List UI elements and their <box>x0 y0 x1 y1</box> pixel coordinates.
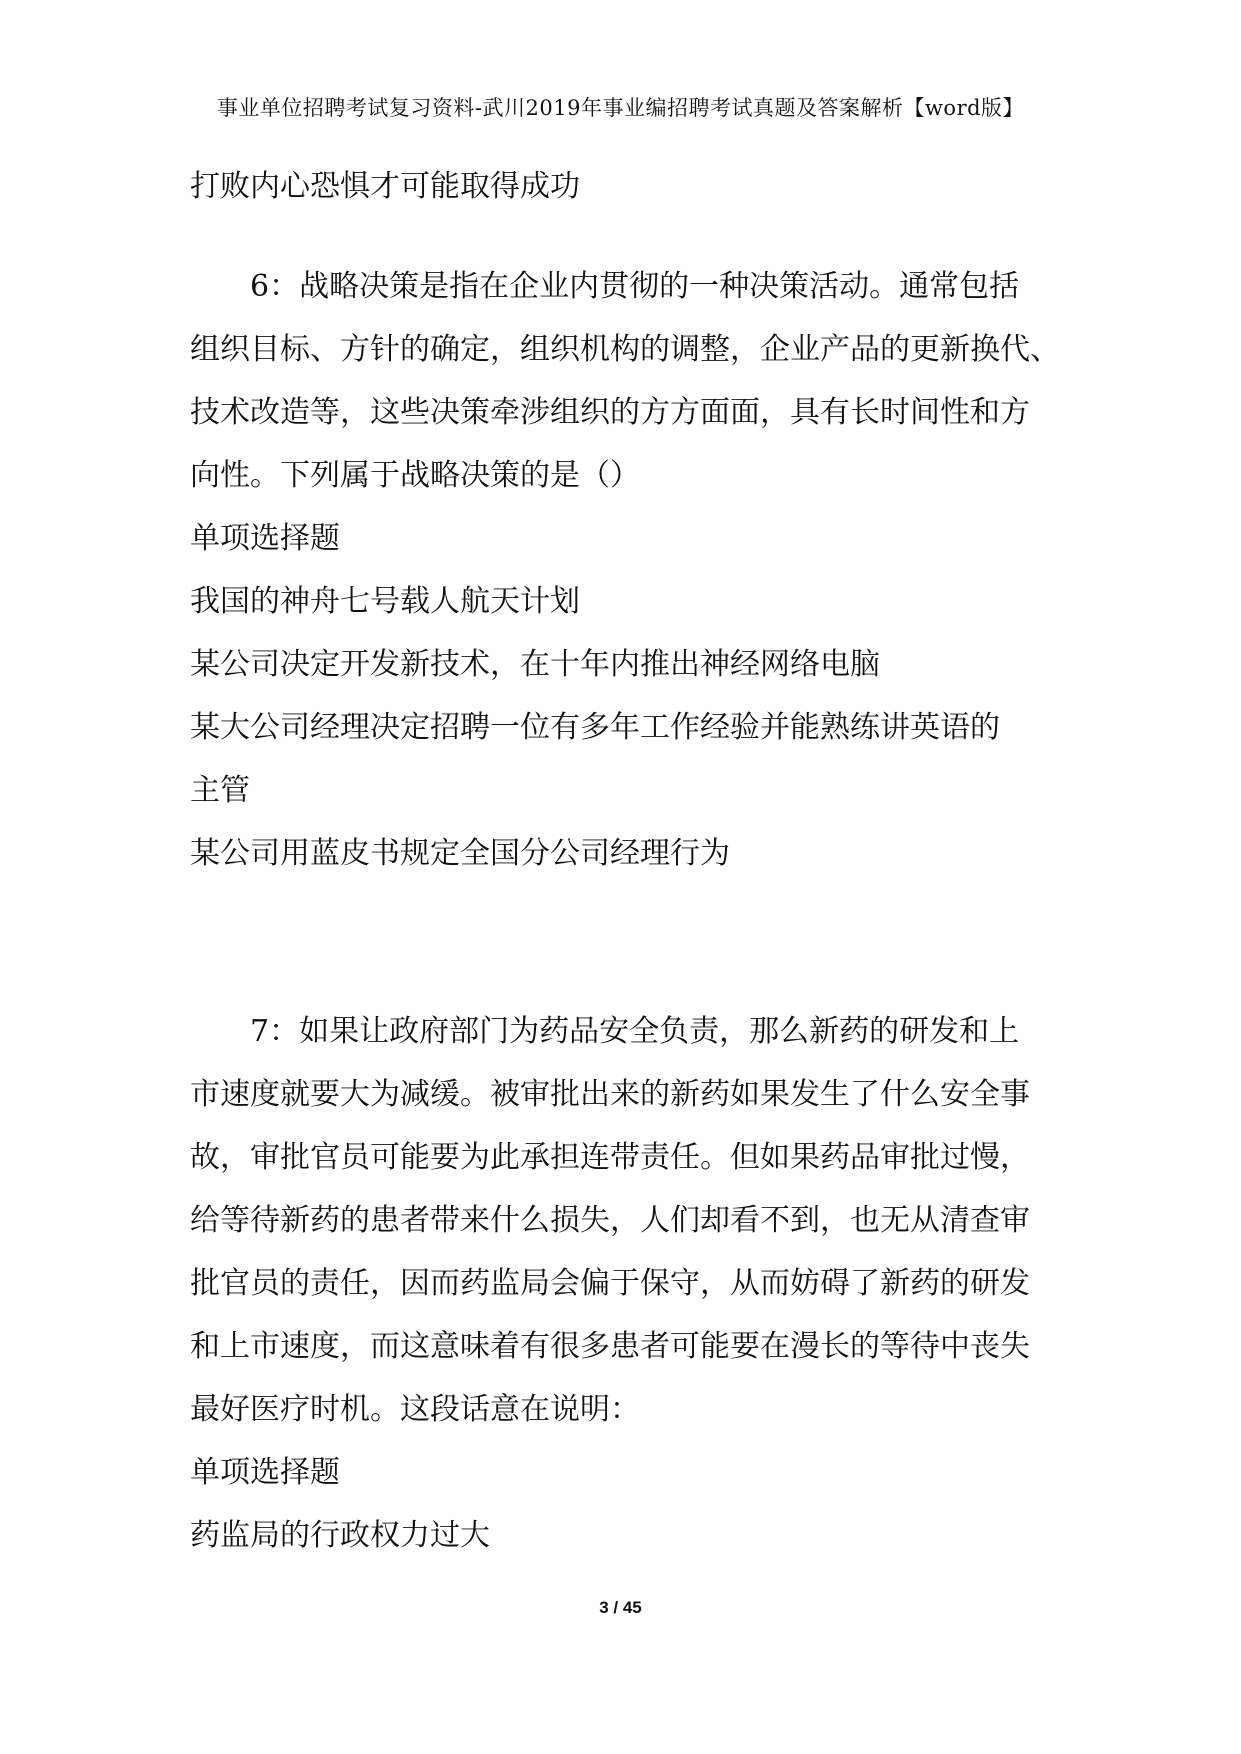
continuation-block <box>190 155 1070 218</box>
question-6-option: 某公司决定开发新技术，在十年内推出神经网络电脑 <box>190 647 880 682</box>
question-6-option: 某大公司经理决定招聘一位有多年工作经验并能熟练讲英语的 <box>190 710 1000 745</box>
question-6-option: 我国的神舟七号载人航天计划 <box>190 584 580 619</box>
page-number: 3 / 45 <box>599 1598 642 1617</box>
continuation-text: 打败内心恐惧才可能取得成功 <box>190 169 580 204</box>
question-6-stem-line: 组织目标、方针的确定，组织机构的调整，企业产品的更新换代、 <box>190 332 1060 367</box>
question-7-stem-line: 给等待新药的患者带来什么损失，人们却看不到，也无从清查审 <box>190 1203 1030 1238</box>
question-6 <box>190 255 1070 885</box>
question-6-type: 单项选择题 <box>190 521 340 556</box>
question-6-stem-line: 6：战略决策是指在企业内贯彻的一种决策活动。通常包括 <box>250 269 1020 304</box>
question-7-stem-line: 最好医疗时机。这段话意在说明： <box>190 1392 640 1427</box>
question-7-stem-line: 和上市速度，而这意味着有很多患者可能要在漫长的等待中丧失 <box>190 1329 1030 1364</box>
question-6-option: 主管 <box>190 773 250 808</box>
page-header: 事业单位招聘考试复习资料-武川2019年事业编招聘考试真题及答案解析【word版】 <box>216 96 1025 120</box>
question-6-stem-line: 向性。下列属于战略决策的是（） <box>190 458 640 493</box>
question-7-stem-line: 市速度就要大为减缓。被审批出来的新药如果发生了什么安全事 <box>190 1077 1030 1112</box>
question-7-stem-line: 7：如果让政府部门为药品安全负责，那么新药的研发和上 <box>250 1014 1020 1049</box>
question-7 <box>190 1000 1070 1567</box>
question-7-option: 药监局的行政权力过大 <box>190 1518 490 1553</box>
question-6-stem-line: 技术改造等，这些决策牵涉组织的方方面面，具有长时间性和方 <box>190 395 1030 430</box>
question-6-option: 某公司用蓝皮书规定全国分公司经理行为 <box>190 836 730 871</box>
question-7-type: 单项选择题 <box>190 1455 340 1490</box>
question-7-stem-line: 故，审批官员可能要为此承担连带责任。但如果药品审批过慢， <box>190 1140 1030 1175</box>
question-7-stem-line: 批官员的责任，因而药监局会偏于保守，从而妨碍了新药的研发 <box>190 1266 1030 1301</box>
